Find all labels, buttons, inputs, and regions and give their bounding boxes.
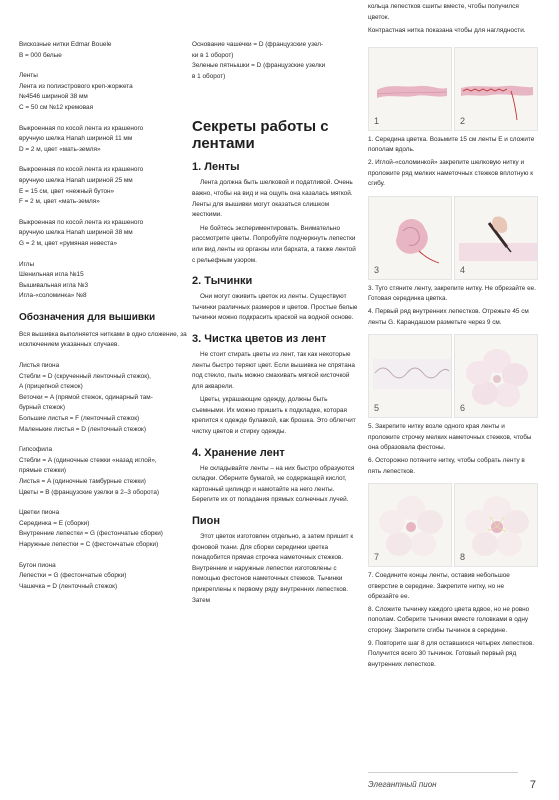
legend-line: прямые стежки) [19,467,67,475]
step-photo-8 [454,483,538,567]
photo-number: 3 [374,264,380,275]
legend-line: Маленькие листья = D (ленточный стежок) [19,425,146,433]
material-line: Иглы [19,260,35,268]
material-line: Вышивальная игла №3 [19,281,89,289]
step-photo-2 [454,47,538,131]
material-line: вручную шелка Hanah шириной 11 мм [19,135,133,143]
material-line: Выкроенная по косой лента из крашеного [19,218,144,226]
section-paragraph: Они могут оживить цветок из ленты. Существуют тычинки различных размеров и цветов. Простые белые тычинки можно подкрасить краской на водной основе. [192,293,358,322]
petal-ring-image [369,484,452,567]
legend-title: Обозначения для вышивки [19,311,156,323]
step-photo-5 [368,334,452,418]
folded-ribbon-image [369,48,452,131]
left-column [19,40,187,592]
step-text: 7. Соедините концы ленты, оставив небольшое отверстие в середине. Закрепите нитку, но не обрезайте ее. [368,572,510,601]
legend-intro: Вся вышивка выполняется нитками в одно сложение, за исключением указанных случаев. [19,330,187,349]
legend-line: Большие листья = F (ленточный стежок) [19,415,140,423]
section-paragraph: Не складывайте ленты – на них быстро образуются складки. Оберните бумагой, не содержащей кислот, картонный цилиндр и намотайте на него ленты. Берегите их от попадания прямых солнечных лучей. [192,464,355,504]
spacer [19,250,187,260]
material-line: №4546 шириной 38 мм [19,93,88,101]
five-petals-image [455,335,538,418]
intro-line: Зеленые пятнышки = D (французские узелки [192,62,326,70]
step-photo-7 [368,483,452,567]
legend-line: Серединка = E (сборки) [19,519,90,527]
spacer [19,351,187,361]
legend-line: Цветы = B (французские узелки в 2–3 оборота) [19,488,160,496]
step-text: 6. Осторожно потяните нитку, чтобы собрать ленту в пять лепестков. [368,456,525,475]
section-paragraph: Не бойтесь экспериментировать. Внимательно рассмотрите цветы. Попробуйте подчеркнуть лепестки или вид ленты из органзы или бархата, а также лентой с рельефным узором. [192,224,356,264]
step-text: 3. Туго стяните ленту, закрепите нитку. Не обрезайте ее. Готовая серединка цветка. [368,284,537,303]
right-column [368,2,536,670]
material-line: G = 2 м, цвет «румяная невеста» [19,239,118,247]
page-number: 7 [529,779,536,791]
legend-line: Стебли = D (скрученный ленточный стежок), [19,372,151,380]
legend-line: Чашечка = D (ленточный стежок) [19,582,118,590]
material-line: F = 2 м, цвет «мать-земля» [19,198,100,206]
step-text: 9. Повторите шаг 8 для оставшихся четырех лепестков. Получится всего 30 тычинок. Готовый первый ряд внутренних лепестков. [368,639,534,668]
legend-groups [19,351,187,592]
footer-divider [368,772,518,773]
gathered-center-image [369,197,452,280]
spacer [19,435,187,445]
step-photo-3 [368,196,452,280]
photo-number: 1 [374,115,380,126]
legend-group-title: Бутон пиона [19,561,56,569]
spacer [19,498,187,508]
legend-group-title: Листья пиона [19,362,60,370]
material-line: Шенильная игла №15 [19,271,84,279]
section-title: 1. Ленты [192,161,240,174]
step-text: 4. Первый ряд внутренних лепестков. Отрежьте 45 см ленты G. Карандашом разметьте через 9 см. [368,307,529,326]
material-line: D = 2 м, цвет «мать-земля» [19,145,101,153]
intro-line: в 1 оборот) [192,72,226,80]
section-paragraph: Лента должна быть шелковой и податливой. Очень важно, чтобы на вид и на ощупь она казалась мягкой. Ленты для вышивки могут оказаться слишком жесткими. [192,179,353,219]
spacer [19,155,187,165]
legend-line: Внутренние лепестки = G (фестончатые сборки) [19,530,163,538]
footer-title: Элегантный пион [368,780,437,789]
photo-number: 7 [374,552,380,563]
section-paragraph: Цветы, украшающие одежду, должны быть съемными. Их можно пришить к подкладке, которая крепится к одежде булавкой, как брошка. Это облегчит чистку цветов и стирку одежды. [192,396,356,436]
legend-group-title: Цветки пиона [19,509,60,517]
steps-5-6 [368,422,536,477]
scalloped-stitching-image [369,335,452,418]
spacer [19,208,187,218]
spacer [19,61,187,71]
material-line: Лента из полиэстрового креп-жоржета [19,82,133,90]
photo-number: 5 [374,403,380,414]
legend-line: Листья = A (одиночные тамбурные стежки) [19,478,146,485]
material-line: E = 15 см, цвет «нежный бутон» [19,187,115,195]
legend-line: Лепестки = G (фестончатые сборки) [19,572,127,580]
step-text: 5. Закрепите нитку возле одного края ленты и проложите строчку мелких наметочных стежков, чтобы она образовала фестоны. [368,423,532,452]
materials-list [19,40,187,302]
photo-row-2 [368,196,536,280]
legend-group-title: Гипсофила [19,446,53,454]
step-photo-1 [368,47,452,131]
intro-line: Контрастная нитка показана чтобы для наглядности. [368,27,526,35]
material-line: вручную шелка Hanah шириной 25 мм [19,176,133,184]
section-title: 4. Хранение лент [192,446,285,459]
step-text: 8. Сложите тычинку каждого цвета вдвое, но не ровно пополам. Соберите тычинки вместе головками в одну сторону. Закрепите сгибы тычинок в середине. [368,605,530,635]
intro-lines [192,40,358,82]
material-line: Ленты [19,72,38,80]
legend-line: A (прицепной стежок) [19,383,83,391]
section-title: 3. Чистка цветов из лент [192,332,327,345]
material-line: вручную шелка Hanah шириной 38 мм [19,229,133,237]
photo-row-3 [368,334,536,418]
photo-row-1 [368,47,536,131]
legend-line: Веточки = A (прямой стежок, одинарный там- [19,393,153,401]
photo-row-4 [368,483,536,567]
page-footer [368,780,536,789]
intro-line: кольца лепестков сшиты вместе, чтобы получился цветок. [368,3,519,21]
photo-number: 8 [460,552,466,563]
middle-column [192,40,358,606]
spacer [19,551,187,561]
material-line: C = 50 см №12 кремовая [19,103,94,111]
intro-line: ки в 1 оборот) [192,51,234,59]
spacer [19,114,187,124]
peony-title: Пион [192,515,221,528]
step-photo-6 [454,334,538,418]
main-title: Секреты работы с лентами [192,118,329,153]
material-line: Выкроенная по косой лента из крашеного [19,166,144,174]
section-paragraph: Не стоит стирать цветы из лент, так как некоторые ленты быстро теряют цвет. Если вышивка не спрятана под стекло, пыль можно смахивать мягкой кисточкой для акварели. [192,350,355,390]
right-intro [368,2,536,37]
material-line: B = 000 белые [19,51,62,59]
photo-number: 2 [460,115,466,126]
peony-text: Этот цветок изготовлен отдельно, а затем пришит к фоновой ткани. Для сборки серединки цветка понадобится прямая строчка наметочных стежков. Внутренние и наружные лепестки изготовлены с помощью фестонов наметочных стежков. Тычинки прикреплены к первому ряду внутренних лепестков. Затем [192,533,354,604]
stamens-image [455,484,538,567]
tips-sections [192,161,358,506]
photo-number: 4 [460,264,466,275]
step-text: 1. Середина цветка. Возьмите 15 см ленты E и сложите пополам вдоль. [368,135,535,154]
material-line: Игла-«соломинка» №8 [19,292,87,300]
material-line: Вискозные нитки Edmar Bouele [19,41,112,48]
steps-3-4 [368,284,536,328]
material-line: Выкроенная по косой лента из крашеного [19,124,144,132]
step-text: 2. Иглой-«соломинкой» закрепите шелковую нитку и проложите ряд мелких наметочных стежков вплотную к сгибу. [368,158,533,188]
legend-line: бурный стежок) [19,404,65,412]
photo-number: 6 [460,403,466,414]
steps-7-9 [368,571,536,670]
intro-line: Основание чашечки = D (французские узел- [192,41,324,48]
legend-line: Наружные лепестки = C (фестончатые сборки) [19,540,159,548]
marking-ribbon-image [455,197,538,280]
section-title: 2. Тычинки [192,275,253,288]
steps-1-2 [368,135,536,190]
stitched-ribbon-image [455,48,538,131]
step-photo-4 [454,196,538,280]
legend-line: Стебли = A (одиночные стежки «назад иглой», [19,456,157,464]
